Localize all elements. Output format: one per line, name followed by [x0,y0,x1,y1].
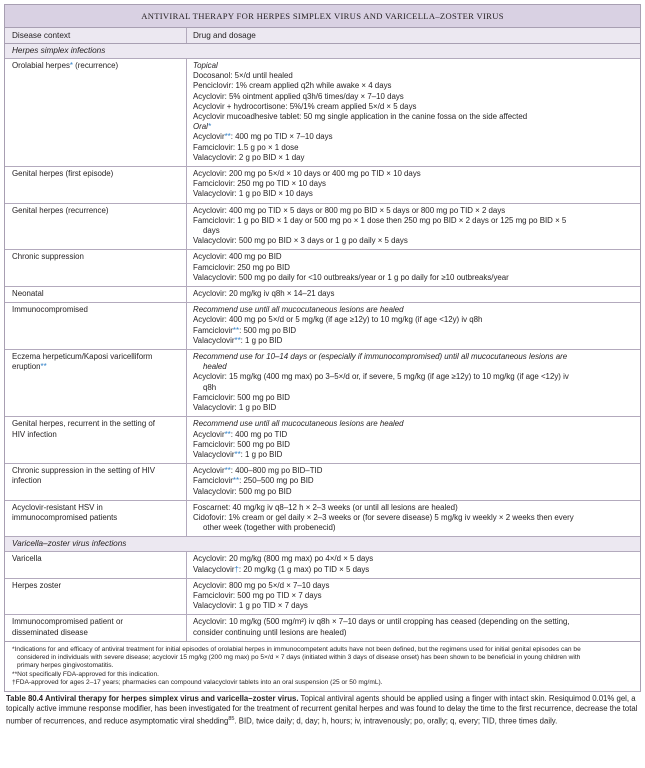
dosage-line [193,81,636,91]
disease-text: immunocompromised patients [12,512,118,522]
disease-context-line [12,466,182,476]
dosage-line [193,362,636,372]
section-header: Herpes simplex infections [5,44,640,59]
drug-dosage-cell [187,552,640,577]
dosage-text: Famciclovir: 1.5 g po × 1 dose [193,142,299,152]
disease-text: Chronic suppression in the setting of HIV [12,466,155,476]
dosage-text: Docosanol: 5×/d until healed [193,71,293,81]
page [4,4,641,727]
disease-context-line [12,305,182,315]
table-row [5,167,640,204]
disease-context-line [12,503,182,513]
dosage-line [193,617,636,627]
disease-text: Orolabial herpes [12,61,70,70]
dosage-text: Valacyclovir: 500 mg po BID × 3 days or 1 g po daily × 5 days [193,236,408,246]
table-row [5,303,640,350]
drug-dosage-cell [187,615,640,640]
table-body [5,44,640,641]
disease-context-line [12,352,182,362]
disease-text: Acyclovir-resistant HSV in [12,502,103,512]
dosage-line [193,466,636,476]
drug-dosage-cell [187,287,640,302]
dosage-line [193,153,636,163]
dosage-text: Famciclovir: 500 mg po TID × 7 days [193,590,322,600]
footnote-marker: * [69,61,73,70]
dosage-text: other week (together with probenecid) [203,523,336,533]
disease-text: Immunocompromised patient or [12,617,123,627]
disease-context-line [12,476,182,486]
dosage-line [193,216,636,226]
dosage-text: : 250–500 mg po BID [239,476,314,486]
dosage-text: Valacyclovir [193,335,235,345]
disease-text: Genital herpes, recurrent in the setting of [12,419,155,429]
footnote-marker: ** [232,476,240,486]
disease-context-cell [5,579,187,615]
dosage-text: Acyclovir [193,466,225,476]
dosage-text: Valacyclovir [193,564,235,574]
section-header: Varicella–zoster virus infections [5,537,640,552]
header-drug-dosage: Drug and dosage [193,31,256,40]
drug-dosage-cell [187,167,640,203]
disease-context-cell [5,615,187,640]
table-row [5,464,640,501]
disease-context-cell [5,59,187,166]
dosage-text: Acyclovir + hydrocortisone: 5%/1% cream applied 5×/d × 5 days [193,101,417,111]
dosage-text: Topical [193,61,218,70]
dosage-line [193,487,636,497]
dosage-text: : 400–800 mg po BID–TID [230,466,323,476]
dosage-line [193,450,636,460]
dosage-text: Valacyclovir: 1 g po BID × 10 days [193,189,313,199]
drug-dosage-cell [187,417,640,463]
dosage-text: Acyclovir: 20 mg/kg iv q8h × 14–21 days [193,289,335,299]
dosage-line [193,71,636,81]
therapy-table [4,4,641,692]
disease-context-cell [5,303,187,349]
disease-text: disseminated disease [12,627,88,637]
dosage-line [193,372,636,382]
disease-context-line [12,289,182,299]
dosage-text: Acyclovir: 400 mg po TID × 5 days or 800 mg po BID × 5 days or 800 mg po TID × 2 days [193,205,506,215]
footnote-line: considered in individuals with severe disease; acyclovir 15 mg/kg (200 mg max) po 5×/d × 7 days (initiated within 3 days of disease onset) has been shown to be beneficial in young children with [17,654,581,662]
dosage-line [193,61,636,71]
disease-text: Genital herpes (recurrence) [12,205,109,215]
disease-text: eruption [12,362,41,372]
caption-text: Topical antiviral agents should be applied using a finger with intact skin. Resiquimod 0.01% gel, a topically active immune response modifier, has been investigated for the treatment of recurrent genital herpes and was found to delay the time to the first recurrence, decrease the total number of recurrences, and reduce asymptomatic viral shedding [6,694,638,727]
disease-context-line [12,362,182,372]
dosage-line [193,476,636,486]
dosage-text: Valacyclovir: 2 g po BID × 1 day [193,152,305,162]
dosage-text: Acyclovir [193,429,225,439]
dosage-text: Acyclovir: 200 mg po 5×/d × 10 days or 400 mg po TID × 10 days [193,169,421,179]
dosage-text: Acyclovir: 10 mg/kg (500 mg/m²) iv q8h × 7–10 days or until cropping has ceased (depending on the setting, [193,617,570,627]
disease-context-line [12,61,182,71]
dosage-text: Famciclovir: 500 mg po BID [193,392,290,402]
dosage-line [193,383,636,393]
table-row [5,204,640,251]
dosage-text: Acyclovir: 400 mg po BID [193,252,282,262]
dosage-text: Oral [193,122,208,132]
dosage-line [193,601,636,611]
table-row [5,350,640,417]
dosage-line [193,179,636,189]
footnote-line: *Indications for and efficacy of antiviral treatment for initial episodes of orolabial herpes in immunocompetent adults have not been defined, but the regimens used for initial genital episodes can be [12,645,581,653]
disease-context-cell [5,350,187,416]
disease-context-line [12,617,182,627]
dosage-line [193,503,636,513]
disease-context-cell [5,204,187,250]
disease-context-cell [5,287,187,302]
dosage-line [193,440,636,450]
disease-context-line [12,169,182,179]
dosage-line [193,273,636,283]
dosage-line [193,430,636,440]
disease-text: Neonatal [12,289,44,299]
disease-context-line [12,252,182,262]
disease-text: HIV infection [12,429,57,439]
dosage-line [193,143,636,153]
footnote-marker: * [207,122,211,132]
footnote-marker: ** [40,362,47,372]
table-title: ANTIVIRAL THERAPY FOR HERPES SIMPLEX VIRUS AND VARICELLA–ZOSTER VIRUS [5,5,640,28]
dosage-line [193,581,636,591]
dosage-line [193,628,636,638]
dosage-line [193,513,636,523]
drug-dosage-cell [187,303,640,349]
dosage-text: Acyclovir: 20 mg/kg (800 mg max) po 4×/d × 5 days [193,554,374,564]
drug-dosage-cell [187,464,640,500]
footnote-marker: † [234,564,239,574]
footnote-marker: ** [232,325,240,335]
disease-context-cell [5,501,187,537]
dosage-line [193,565,636,575]
dosage-line [193,169,636,179]
dosage-line [193,122,636,132]
dosage-text: : 1 g po BID [240,449,283,459]
table-row [5,579,640,616]
disease-text: infection [12,476,42,486]
drug-dosage-cell [187,350,640,416]
caption-text-end: . BID, twice daily; d, day; h, hours; iv, intravenously; po, orally; q, every; TID, three times daily. [234,717,558,727]
footnote-marker: ** [224,466,231,476]
dosage-text: Foscarnet: 40 mg/kg iv q8–12 h × 2–3 weeks (or until all lesions are healed) [193,502,458,512]
dosage-text: Acyclovir: 15 mg/kg (400 mg max) po 3–5×/d or, if severe, 5 mg/kg (if age ≥12y) to 10 mg/kg (if age <12y) iv [193,372,569,382]
disease-text: Eczema herpeticum/Kaposi varicelliform [12,352,153,362]
dosage-line [193,189,636,199]
dosage-line [193,236,636,246]
drug-dosage-cell [187,501,640,537]
dosage-text: : 20 mg/kg (1 g max) po TID × 5 days [238,564,370,574]
dosage-line [193,393,636,403]
disease-context-line [12,419,182,429]
dosage-text: Valacyclovir: 500 mg po daily for <10 outbreaks/year or 1 g po daily for ≥10 outbreaks/year [193,272,509,282]
dosage-text: Valacyclovir: 500 mg po BID [193,486,292,496]
drug-dosage-cell [187,204,640,250]
dosage-text: Valacyclovir: 1 g po TID × 7 days [193,601,308,611]
disease-context-line [12,581,182,591]
dosage-text: Recommend use until all mucocutaneous lesions are healed [193,305,404,315]
dosage-text: Famciclovir [193,325,233,335]
dosage-line [193,289,636,299]
disease-context-line [12,430,182,440]
dosage-line [193,132,636,142]
dosage-line [193,336,636,346]
footnote-line: †FDA-approved for ages 2–17 years; pharmacies can compound valacyclovir tablets into an oral suspension (25 or 50 mg/mL). [12,678,383,686]
dosage-line [193,92,636,102]
caption-ref: 85 [228,716,235,723]
header-disease-context: Disease context [5,28,187,43]
footnote-line: primary herpes gingivostomatitis. [17,662,114,670]
dosage-text: Famciclovir: 1 g po BID × 1 day or 500 mg po × 1 dose then 250 mg po BID × 2 days or 125 mg po BID × 5 [193,215,567,225]
dosage-text: Valacyclovir [193,449,235,459]
disease-context-line [12,554,182,564]
dosage-line [193,403,636,413]
dosage-text: Famciclovir: 500 mg po BID [193,439,290,449]
dosage-line [193,263,636,273]
dosage-text: Acyclovir: 400 mg po 5×/d or 5 mg/kg (if age ≥12y) to 10 mg/kg (if age <12y) iv q8h [193,315,483,325]
disease-text: Chronic suppression [12,252,84,262]
drug-dosage-cell [187,579,640,615]
disease-context-line [12,628,182,638]
disease-context-cell [5,464,187,500]
footnote-line: **Not specifically FDA-approved for this indication. [12,670,159,678]
dosage-text: Recommend use for 10–14 days or (especially if immunocompromised) until all mucocutaneous lesions are [193,352,568,362]
footnote-marker: ** [234,449,241,459]
disease-context-cell [5,417,187,463]
caption-label: Table 80.4 Antiviral therapy for herpes simplex virus and varicella–zoster virus. [6,694,299,704]
footnote-marker: ** [224,429,231,439]
dosage-line [193,591,636,601]
table-row [5,250,640,287]
dosage-text: consider continuing until lesions are healed) [193,627,347,637]
disease-text: Varicella [12,554,42,564]
table-caption [4,694,641,727]
dosage-text: healed [203,362,227,372]
dosage-text: Valacyclovir: 1 g po BID [193,403,277,413]
disease-context-line [12,513,182,523]
dosage-line [193,419,636,429]
dosage-line [193,226,636,236]
drug-dosage-cell [187,250,640,286]
dosage-line [193,305,636,315]
dosage-text: Penciclovir: 1% cream applied q2h while awake × 4 days [193,81,392,91]
dosage-text: Acyclovir [193,132,225,142]
dosage-text: Acyclovir: 5% ointment applied q3h/6 times/day × 7–10 days [193,91,404,101]
dosage-line [193,206,636,216]
dosage-text: : 1 g po BID [240,335,283,345]
table-row [5,552,640,578]
disease-text: Herpes zoster [12,580,62,590]
table-header-row [5,28,640,44]
dosage-text: Famciclovir [193,476,233,486]
dosage-text: Acyclovir: 800 mg po 5×/d × 7–10 days [193,580,330,590]
dosage-text: Cidofovir: 1% cream or gel daily × 2–3 weeks or (for severe disease) 5 mg/kg iv weekly × 2 weeks then every [193,512,574,522]
dosage-line [193,315,636,325]
dosage-text: Famciclovir: 250 mg po TID × 10 days [193,179,326,189]
disease-text: Genital herpes (first episode) [12,169,114,179]
footnote-marker: ** [234,335,241,345]
dosage-line [193,523,636,533]
dosage-text: : 400 mg po TID × 7–10 days [230,132,333,142]
dosage-text: : 500 mg po BID [239,325,297,335]
dosage-line [193,112,636,122]
dosage-line [193,352,636,362]
disease-text: (recurrence) [72,61,119,70]
disease-context-cell [5,167,187,203]
table-row [5,615,640,640]
dosage-line [193,326,636,336]
dosage-text: Acyclovir mucoadhesive tablet: 50 mg single application in the canine fossa on the side affected [193,112,528,122]
table-row [5,287,640,303]
dosage-text: q8h [203,382,217,392]
dosage-text: Famciclovir: 250 mg po BID [193,262,290,272]
drug-dosage-cell [187,59,640,166]
table-row [5,417,640,464]
dosage-text: Recommend use until all mucocutaneous lesions are healed [193,419,404,429]
disease-context-cell [5,250,187,286]
table-row [5,501,640,538]
dosage-text: days [203,226,220,236]
disease-text: Immunocompromised [12,305,88,315]
footnotes [5,641,640,691]
disease-context-line [12,206,182,216]
disease-context-cell [5,552,187,577]
footnote-marker: ** [224,132,231,142]
dosage-line [193,554,636,564]
table-row [5,59,640,167]
dosage-line [193,102,636,112]
dosage-text: : 400 mg po TID [230,429,288,439]
dosage-line [193,252,636,262]
